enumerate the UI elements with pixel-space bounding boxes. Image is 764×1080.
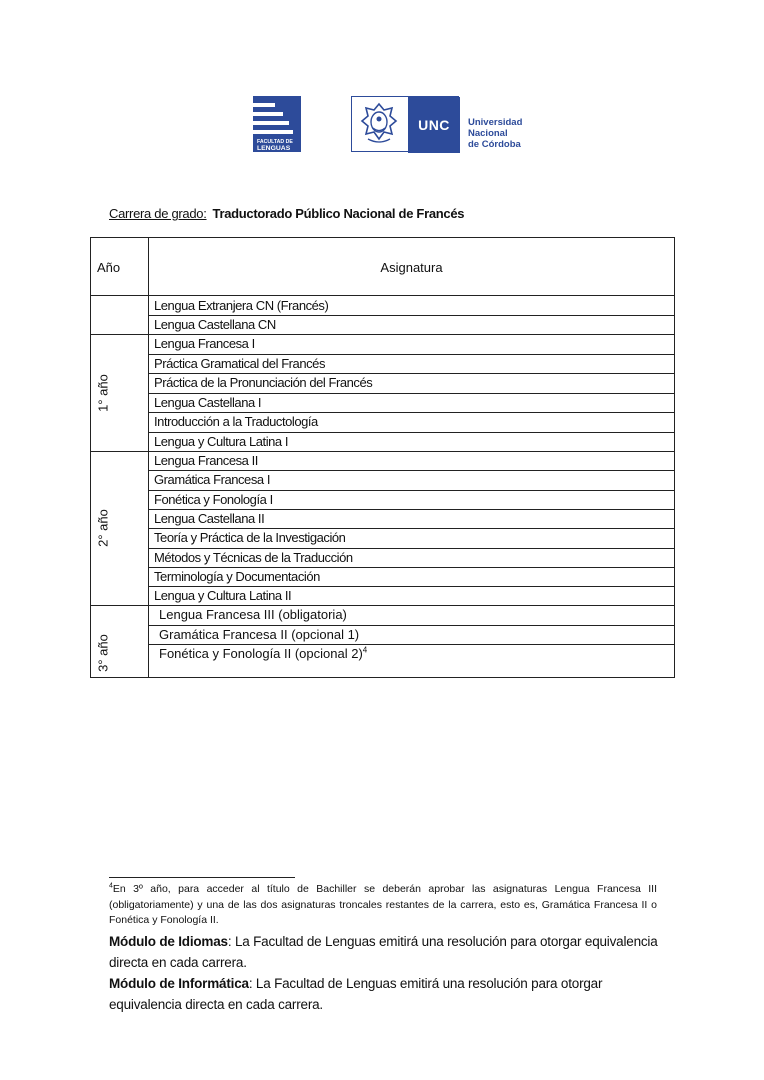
university-seal-icon [354, 99, 404, 148]
facultad-logo-line-2: LENGUAS [257, 145, 291, 152]
header-subject: Asignatura [380, 260, 443, 275]
subject-cell: Teoría y Práctica de la Investigación [154, 530, 346, 545]
career-label: Carrera de grado: [109, 206, 207, 221]
unc-name-line-1: Universidad [468, 117, 523, 128]
footnote-ref[interactable]: 4 [362, 645, 368, 655]
unc-name [468, 117, 522, 150]
subject-cell: Gramática Francesa II (opcional 1) [159, 627, 360, 642]
curriculum-table [90, 237, 675, 678]
career-title: Traductorado Público Nacional de Francés [212, 206, 465, 221]
subject-cell: Lengua Castellana CN [154, 317, 276, 332]
subject-cell: Lengua Extranjera CN (Francés) [154, 298, 329, 313]
unc-logo [351, 96, 531, 152]
footnote-text: En 3º año, para acceder al título de Bachiller se deberán aprobar las asignaturas Lengua Francesa III (obligatoriamente) y una de las dos asignaturas troncales restantes de la carrera, esto es, Gramática Francesa II o Fonética y Fonología II. [109, 883, 657, 926]
module-idiomas-text: : La Facultad de Lenguas emitirá una resolución para otorgar equivalencia directa en cada carrera. [109, 934, 658, 970]
module-idiomas [109, 931, 669, 973]
subject-cell-text: Fonética y Fonología II (opcional 2) [159, 646, 363, 661]
subject-cell: Lengua Francesa II [154, 453, 258, 468]
module-informatica-text: : La Facultad de Lenguas emitirá una resolución para otorgar equivalencia directa en cada carrera. [109, 976, 603, 1012]
unc-acronym: UNC [408, 97, 460, 153]
year-label-2-text: 2° año [95, 509, 111, 547]
facultad-de-lenguas-logo [253, 96, 301, 152]
subject-cell: Lengua Castellana I [154, 395, 262, 410]
subject-cell: Métodos y Técnicas de la Traducción [154, 550, 353, 565]
footnote-rule [109, 877, 295, 878]
unc-name-line-3: de Córdoba [468, 139, 521, 150]
unc-name-line-2: Nacional [468, 128, 508, 139]
subject-cell-with-footnote [159, 644, 367, 663]
subject-cell: Terminología y Documentación [154, 569, 320, 584]
module-idiomas-title: Módulo de Idiomas [109, 934, 228, 949]
subject-cell: Práctica Gramatical del Francés [154, 356, 326, 371]
subject-cell: Introducción a la Traductología [154, 414, 318, 429]
subject-cell: Fonética y Fonología I [154, 492, 273, 507]
footnote-number: 4 [109, 882, 113, 890]
subject-cell: Lengua Francesa III (obligatoria) [159, 607, 347, 622]
header-year: Año [97, 260, 121, 275]
subject-cell: Lengua Castellana II [154, 511, 265, 526]
subject-cell: Gramática Francesa I [154, 472, 270, 487]
subject-cell: Lengua y Cultura Latina I [154, 434, 289, 449]
subject-cell: Práctica de la Pronunciación del Francés [154, 375, 373, 390]
year-label-3-text: 3° año [95, 634, 111, 672]
module-informatica [109, 973, 669, 1015]
subject-cell: Lengua y Cultura Latina II [154, 588, 292, 603]
module-informatica-title: Módulo de Informática [109, 976, 249, 991]
career-heading [109, 206, 464, 221]
footnote-4 [109, 882, 657, 929]
year-label-1-text: 1° año [95, 374, 111, 412]
column-divider [148, 238, 149, 677]
unc-logo-frame [351, 96, 459, 152]
facultad-logo-line-1: FACULTAD DE [257, 139, 293, 145]
subject-cell: Lengua Francesa I [154, 336, 255, 351]
